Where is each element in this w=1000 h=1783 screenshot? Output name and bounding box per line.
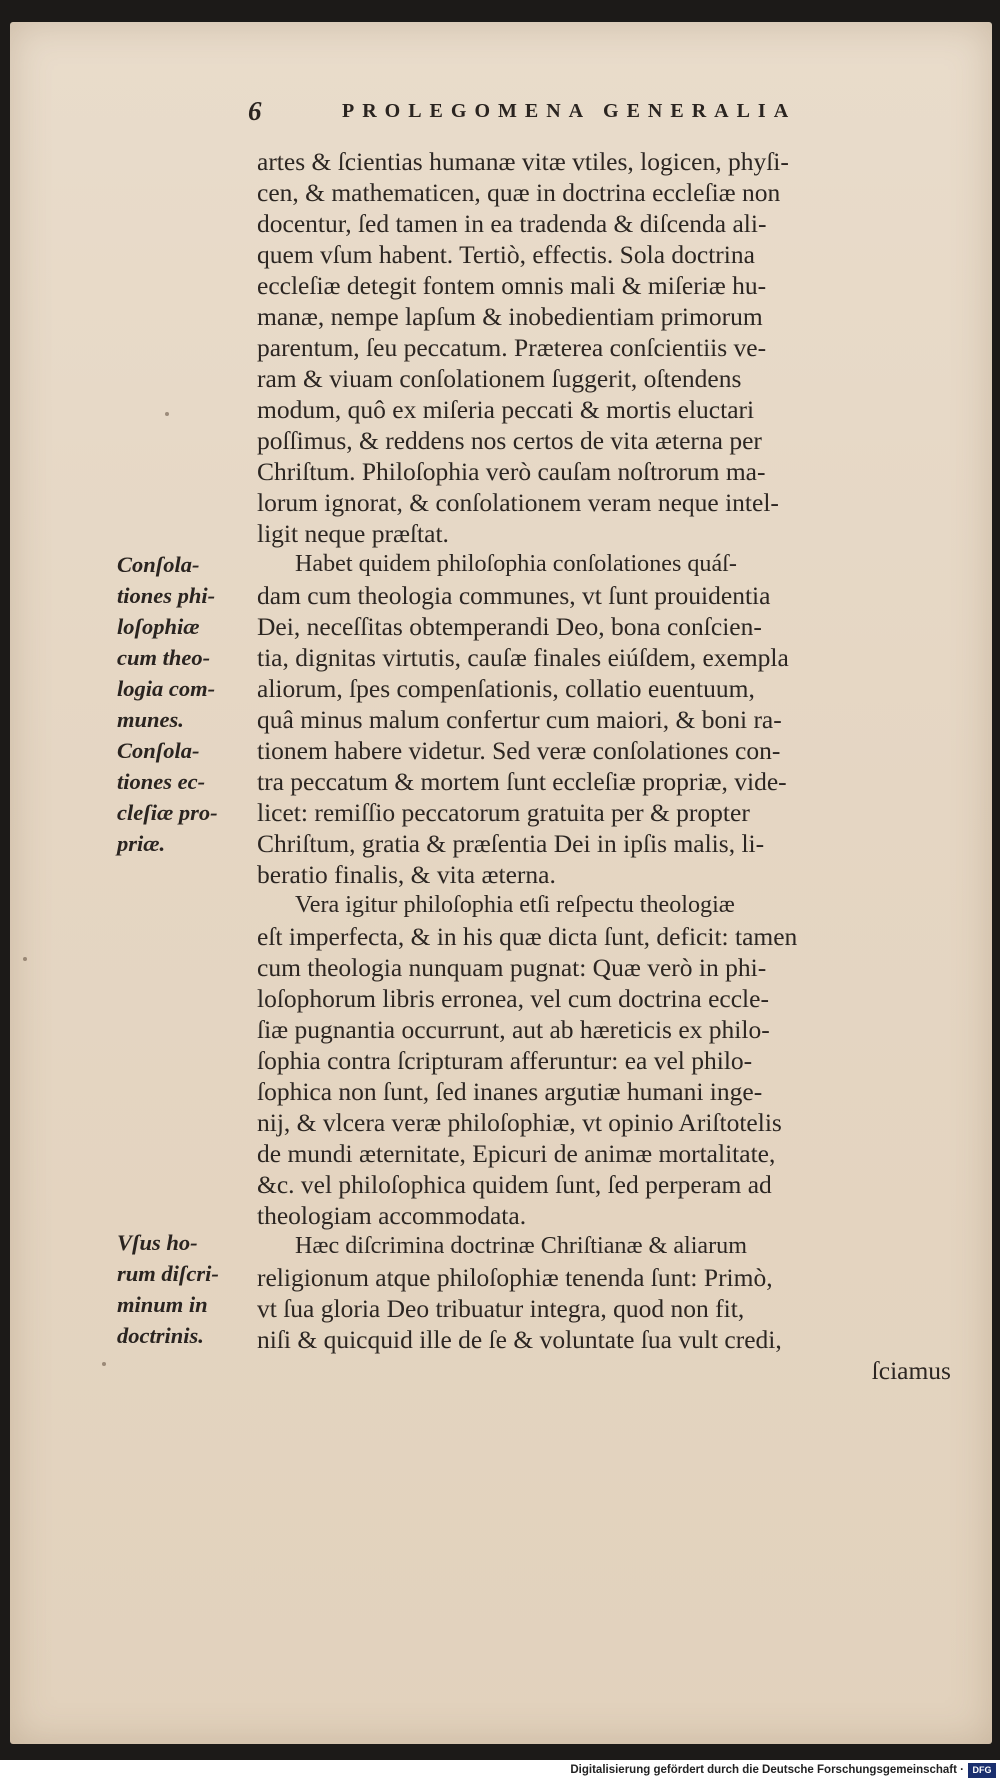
marginal-line: doctrinis. [117, 1323, 204, 1348]
text-line: tra peccatum & mortem ſunt eccleſiæ propriæ, vide- [257, 767, 787, 796]
text-line: Hæc diſcrimina doctrinæ Chriſtianæ & aliarum [295, 1233, 747, 1259]
text-line: niſi & quicquid ille de ſe & voluntate ſua vult credi, [257, 1325, 782, 1354]
marginal-line: cum theo- [117, 645, 211, 670]
marginal-note-consolationes-ecclesiae [117, 735, 245, 859]
text-line: parentum, ſeu peccatum. Præterea conſcientiis ve- [257, 333, 767, 362]
text-line: dam cum theologia communes, vt ſunt prouidentia [257, 581, 771, 610]
body-text [257, 146, 957, 1386]
text-line: loſophorum libris erronea, vel cum doctrina eccle- [257, 984, 769, 1013]
running-title: PROLEGOMENA GENERALIA [342, 100, 797, 122]
text-line: de mundi æternitate, Epicuri de animæ mortalitate, [257, 1139, 776, 1168]
page-header [200, 96, 870, 132]
text-line: cen, & mathematicen, quæ in doctrina eccleſiæ non [257, 178, 781, 207]
text-line: manæ, nempe lapſum & inobedientiam primorum [257, 302, 763, 331]
paper-speck [165, 412, 169, 416]
text-line: religionum atque philoſophiæ tenenda ſunt: Primò, [257, 1263, 773, 1292]
marginal-note-usus-discriminum [117, 1227, 245, 1351]
text-line: eccleſiæ detegit fontem omnis mali & miſeriæ hu- [257, 271, 767, 300]
text-line: ſophica non ſunt, ſed inanes argutiæ humani inge- [257, 1077, 763, 1106]
marginal-line: loſophiæ [117, 614, 200, 639]
text-line: ſophia contra ſcripturam afferuntur: ea vel philo- [257, 1046, 753, 1075]
marginal-line: tiones phi- [117, 583, 216, 608]
text-line: ram & viuam conſolationem ſuggerit, oſtendens [257, 364, 742, 393]
text-line: Chriſtum. Philoſophia verò cauſam noſtrorum ma- [257, 457, 766, 486]
text-line: beratio finalis, & vita æterna. [257, 860, 556, 889]
text-line: nij, & vlcera veræ philoſophiæ, vt opinio Ariſtotelis [257, 1108, 782, 1137]
marginal-line: minum in [117, 1292, 208, 1317]
text-line: docentur, ſed tamen in ea tradenda & diſcenda ali- [257, 209, 767, 238]
digitization-footer [0, 1760, 1000, 1783]
catchword: ſciamus [871, 1356, 951, 1385]
text-line: modum, quô ex miſeria peccati & mortis eluctari [257, 395, 755, 424]
marginal-line: Conſola- [117, 552, 200, 577]
text-line: Chriſtum, gratia & præſentia Dei in ipſis malis, li- [257, 829, 765, 858]
text-line: poſſimus, & reddens nos certos de vita æterna per [257, 426, 762, 455]
text-line: cum theologia nunquam pugnat: Quæ verò in phi- [257, 953, 767, 982]
text-line: ligit neque præſtat. [257, 519, 449, 548]
text-line: Vera igitur philoſophia etſi reſpectu theologiæ [295, 892, 735, 918]
marginal-line: munes. [117, 707, 184, 732]
marginal-line: Vſus ho- [117, 1230, 198, 1255]
marginal-line: Conſola- [117, 738, 200, 763]
marginal-note-consolationes-philosophiae [117, 549, 245, 735]
paper-speck [23, 957, 27, 961]
text-line: theologiam accommodata. [257, 1201, 527, 1230]
marginal-line: logia com- [117, 676, 216, 701]
footer-credit: Digitalisierung gefördert durch die Deutsche Forschungsgemeinschaft · [570, 1764, 964, 1776]
text-line: tia, dignitas virtutis, cauſæ finales eiúſdem, exempla [257, 643, 789, 672]
text-line: vt ſua gloria Deo tribuatur integra, quod non fit, [257, 1294, 745, 1323]
text-line: quem vſum habent. Tertiò, effectis. Sola doctrina [257, 240, 755, 269]
text-line: licet: remiſſio peccatorum gratuita per & propter [257, 798, 750, 827]
text-line: eſt imperfecta, & in his quæ dicta ſunt, deficit: tamen [257, 922, 798, 951]
page-number: 6 [248, 96, 262, 126]
text-line: lorum ignorat, & conſolationem veram neque intel- [257, 488, 779, 517]
text-line: ſiæ pugnantia occurrunt, aut ab hæreticis ex philo- [257, 1015, 770, 1044]
marginal-line: priæ. [117, 831, 166, 856]
dfg-logo: DFG [968, 1763, 996, 1778]
text-line: quâ minus malum confertur cum maiori, & boni ra- [257, 705, 782, 734]
text-line: aliorum, ſpes compenſationis, collatio euentuum, [257, 674, 755, 703]
marginal-line: cleſiæ pro- [117, 800, 218, 825]
text-line: Habet quidem philoſophia conſolationes quáſ- [295, 551, 737, 577]
marginal-line: tiones ec- [117, 769, 206, 794]
marginal-line: rum diſcri- [117, 1261, 219, 1286]
text-line: artes & ſcientias humanæ vitæ vtiles, logicen, phyſi- [257, 147, 789, 176]
paper-speck [102, 1362, 106, 1366]
text-line: &c. vel philoſophica quidem ſunt, ſed perperam ad [257, 1170, 772, 1199]
text-line: tionem habere videtur. Sed veræ conſolationes con- [257, 736, 781, 765]
text-line: Dei, neceſſitas obtemperandi Deo, bona conſcien- [257, 612, 762, 641]
